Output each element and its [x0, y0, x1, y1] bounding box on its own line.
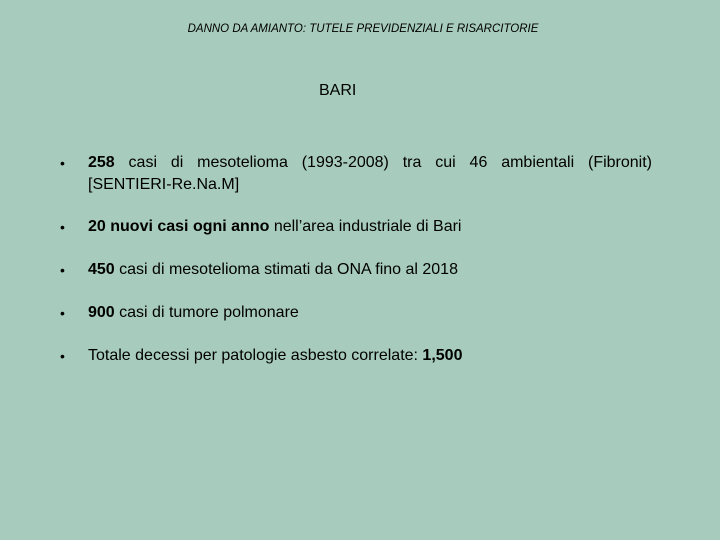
bullet-bold-text: 1,500 [422, 347, 463, 364]
list-item [60, 345, 652, 367]
bullet-bold-text: 20 nuovi casi ogni anno [88, 218, 270, 235]
bullet-bold-text: 450 [88, 261, 115, 278]
bullet-bold-text: 258 [88, 154, 115, 171]
bullet-bold-text: 900 [88, 304, 115, 321]
list-item [60, 216, 652, 238]
list-item [60, 302, 652, 324]
list-item [60, 152, 652, 196]
list-item [60, 259, 652, 281]
bullet-text: nell’area industriale di Bari [269, 218, 462, 235]
bullet-marker: • [60, 155, 65, 171]
bullet-text: casi di tumore polmonare [114, 304, 299, 321]
bullet-text: Totale decessi per patologie asbesto correlate: [88, 347, 423, 364]
bullet-text: casi di mesotelioma stimati da ONA fino al 2018 [114, 261, 458, 278]
bullet-marker: • [60, 305, 65, 321]
bullet-marker: • [60, 262, 65, 278]
slide-header: DANNO DA AMIANTO: TUTELE PREVIDENZIALI E RISARCITORIE [187, 23, 539, 35]
bullet-marker: • [60, 219, 65, 235]
bullet-marker: • [60, 348, 65, 364]
bullet-list [60, 152, 652, 388]
bullet-text: casi di mesotelioma (1993-2008) tra cui 46 ambientali (Fibronit) [SENTIERI-Re.Na.M] [88, 154, 652, 193]
slide-title: BARI [319, 82, 357, 99]
